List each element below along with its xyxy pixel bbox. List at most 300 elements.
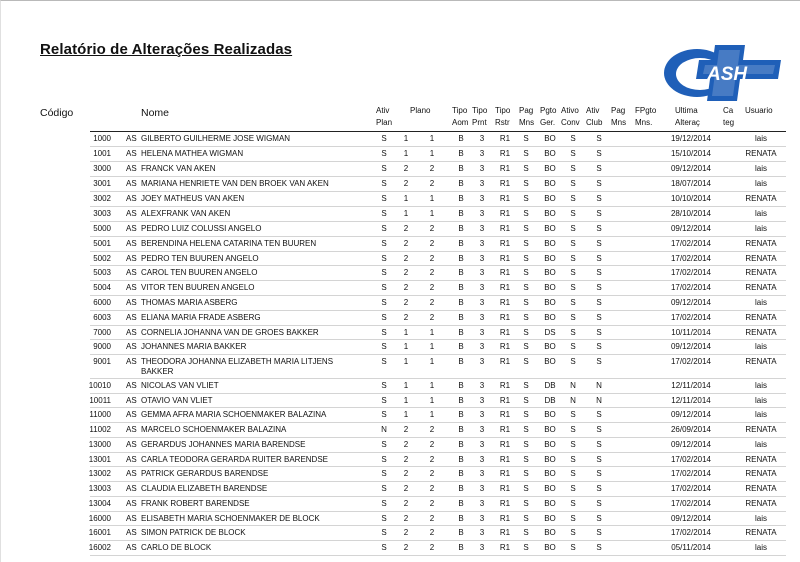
codigo-cell: 3003 bbox=[93, 209, 111, 218]
row-divider bbox=[90, 511, 786, 512]
pag-mns-cell: S bbox=[523, 268, 529, 277]
tipo-aom-cell: B bbox=[458, 357, 464, 366]
codigo-cell: 5000 bbox=[93, 224, 111, 233]
tipo-aom-cell: B bbox=[458, 410, 464, 419]
nome-cell: JOHANNES MARIA BAKKER bbox=[141, 342, 247, 351]
usuario-cell: lais bbox=[754, 164, 767, 173]
usuario-cell: lais bbox=[754, 179, 767, 188]
tipo-aom-cell: B bbox=[458, 268, 464, 277]
ultima-alteracao-cell: 09/12/2014 bbox=[670, 342, 712, 351]
row-divider bbox=[90, 191, 786, 192]
pag-mns-cell: S bbox=[523, 469, 529, 478]
ativ-plan-cell: S bbox=[381, 283, 387, 292]
plano-cell: 1 bbox=[429, 396, 435, 405]
ativo-conv-cell: S bbox=[570, 239, 576, 248]
plano-cell: 1 bbox=[429, 357, 435, 366]
row-divider bbox=[90, 221, 786, 222]
tipo-aom-cell: B bbox=[458, 298, 464, 307]
ash-logo bbox=[663, 43, 783, 103]
row-divider bbox=[90, 393, 786, 394]
as-cell: AS bbox=[126, 149, 137, 158]
ativ-plan-cell: S bbox=[381, 298, 387, 307]
usuario-cell: RENATA bbox=[745, 149, 777, 158]
pag-mns-cell: S bbox=[523, 342, 529, 351]
pgto-ger-cell: DB bbox=[544, 381, 556, 390]
as-cell: AS bbox=[126, 440, 137, 449]
tipo-prnt-cell: 3 bbox=[479, 239, 485, 248]
as-cell: AS bbox=[126, 194, 137, 203]
as-cell: AS bbox=[126, 313, 137, 322]
row-divider bbox=[90, 161, 786, 162]
pag-mns-cell: S bbox=[523, 440, 529, 449]
nome-cell: GILBERTO GUILHERME JOSE WIGMAN bbox=[141, 134, 291, 143]
ativo-conv-cell: S bbox=[570, 484, 576, 493]
as-cell: AS bbox=[126, 543, 137, 552]
codigo-cell: 16000 bbox=[88, 514, 111, 523]
pgto-ger-cell: BO bbox=[544, 528, 556, 537]
codigo-cell: 11002 bbox=[89, 425, 111, 434]
tipo-rstr-cell: R1 bbox=[499, 239, 511, 248]
plano-cell: 1 bbox=[403, 396, 409, 405]
tipo-aom-cell: B bbox=[458, 209, 464, 218]
row-divider bbox=[90, 540, 786, 541]
codigo-cell: 3002 bbox=[93, 194, 111, 203]
ativ-plan-cell: S bbox=[381, 134, 387, 143]
plano-cell: 2 bbox=[403, 499, 409, 508]
header-ativ-plan: Ativ Plan bbox=[376, 106, 393, 127]
ativo-conv-cell: S bbox=[570, 543, 576, 552]
pgto-ger-cell: BO bbox=[544, 298, 556, 307]
ativ-plan-cell: S bbox=[381, 328, 387, 337]
tipo-rstr-cell: R1 bbox=[499, 179, 511, 188]
as-cell: AS bbox=[126, 396, 137, 405]
tipo-prnt-cell: 3 bbox=[479, 164, 485, 173]
nome-cell: PEDRO TEN BUUREN ANGELO bbox=[141, 254, 259, 263]
ativ-club-cell: N bbox=[596, 396, 602, 405]
tipo-aom-cell: B bbox=[458, 528, 464, 537]
ultima-alteracao-cell: 09/12/2014 bbox=[670, 164, 712, 173]
tipo-rstr-cell: R1 bbox=[499, 425, 511, 434]
ativ-plan-cell: S bbox=[381, 149, 387, 158]
ultima-alteracao-cell: 17/02/2014 bbox=[670, 313, 712, 322]
ultima-alteracao-cell: 18/07/2014 bbox=[670, 179, 712, 188]
tipo-rstr-cell: R1 bbox=[499, 514, 511, 523]
codigo-cell: 13003 bbox=[88, 484, 111, 493]
tipo-rstr-cell: R1 bbox=[499, 283, 511, 292]
pgto-ger-cell: BO bbox=[544, 440, 556, 449]
pgto-ger-cell: BO bbox=[544, 313, 556, 322]
ativo-conv-cell: S bbox=[570, 254, 576, 263]
usuario-cell: RENATA bbox=[745, 328, 777, 337]
ativ-club-cell: S bbox=[596, 455, 602, 464]
pgto-ger-cell: BO bbox=[544, 149, 556, 158]
ativ-club-cell: S bbox=[596, 499, 602, 508]
plano-cell: 2 bbox=[429, 298, 435, 307]
tipo-rstr-cell: R1 bbox=[499, 313, 511, 322]
nome-cell: CLAUDIA ELIZABETH BARENDSE bbox=[141, 484, 268, 493]
tipo-prnt-cell: 3 bbox=[479, 268, 485, 277]
usuario-cell: RENATA bbox=[745, 499, 777, 508]
as-cell: AS bbox=[126, 514, 137, 523]
ultima-alteracao-cell: 12/11/2014 bbox=[671, 381, 711, 390]
ativo-conv-cell: N bbox=[570, 381, 576, 390]
row-divider bbox=[90, 176, 786, 177]
tipo-aom-cell: B bbox=[458, 194, 464, 203]
as-cell: AS bbox=[126, 328, 137, 337]
plano-cell: 2 bbox=[403, 528, 409, 537]
tipo-prnt-cell: 3 bbox=[479, 514, 485, 523]
row-divider bbox=[90, 481, 786, 482]
ativ-club-cell: S bbox=[596, 134, 602, 143]
tipo-prnt-cell: 3 bbox=[479, 410, 485, 419]
plano-cell: 2 bbox=[403, 543, 409, 552]
row-divider bbox=[90, 251, 786, 252]
row-divider bbox=[90, 295, 786, 296]
tipo-prnt-cell: 3 bbox=[479, 484, 485, 493]
nome-cell: MARIANA HENRIETE VAN DEN BROEK VAN AKEN bbox=[141, 179, 329, 188]
plano-cell: 1 bbox=[429, 149, 435, 158]
row-divider bbox=[90, 236, 786, 237]
ativo-conv-cell: S bbox=[570, 342, 576, 351]
ativ-club-cell: S bbox=[596, 149, 602, 158]
as-cell: AS bbox=[126, 179, 137, 188]
pgto-ger-cell: BO bbox=[544, 357, 556, 366]
tipo-aom-cell: B bbox=[458, 342, 464, 351]
plano-cell: 1 bbox=[429, 342, 435, 351]
tipo-prnt-cell: 3 bbox=[479, 455, 485, 464]
tipo-rstr-cell: R1 bbox=[499, 268, 511, 277]
codigo-cell: 13000 bbox=[88, 440, 111, 449]
usuario-cell: RENATA bbox=[745, 469, 777, 478]
ativ-plan-cell: S bbox=[381, 254, 387, 263]
row-divider bbox=[90, 310, 786, 311]
as-cell: AS bbox=[126, 381, 137, 390]
pag-mns-cell: S bbox=[523, 357, 529, 366]
ultima-alteracao-cell: 09/12/2014 bbox=[670, 224, 712, 233]
usuario-cell: lais bbox=[754, 381, 767, 390]
ativ-plan-cell: S bbox=[381, 179, 387, 188]
pgto-ger-cell: BO bbox=[544, 484, 556, 493]
tipo-rstr-cell: R1 bbox=[499, 328, 511, 337]
plano-cell: 2 bbox=[429, 239, 435, 248]
ultima-alteracao-cell: 17/02/2014 bbox=[670, 484, 712, 493]
ativo-conv-cell: S bbox=[570, 425, 576, 434]
plano-cell: 2 bbox=[429, 484, 435, 493]
nome-cell: CAROL TEN BUUREN ANGELO bbox=[141, 268, 258, 277]
ativ-plan-cell: S bbox=[381, 499, 387, 508]
pgto-ger-cell: BO bbox=[544, 283, 556, 292]
pag-mns-cell: S bbox=[523, 425, 529, 434]
plano-cell: 2 bbox=[429, 440, 435, 449]
pag-mns-cell: S bbox=[523, 328, 529, 337]
nome-cell: THEODORA JOHANNA ELIZABETH MARIA LITJENS BAKKER bbox=[141, 357, 334, 376]
pgto-ger-cell: DB bbox=[544, 396, 556, 405]
plano-cell: 2 bbox=[403, 239, 409, 248]
plano-cell: 2 bbox=[429, 164, 435, 173]
plano-cell: 1 bbox=[429, 134, 435, 143]
header-tipo-prnt: Tipo Prnt bbox=[472, 106, 488, 127]
tipo-aom-cell: B bbox=[458, 328, 464, 337]
codigo-cell: 3001 bbox=[93, 179, 111, 188]
ativ-plan-cell: S bbox=[381, 268, 387, 277]
ativ-plan-cell: S bbox=[381, 410, 387, 419]
header-ativ-club: Ativ Club bbox=[586, 106, 603, 127]
tipo-rstr-cell: R1 bbox=[499, 134, 511, 143]
plano-cell: 1 bbox=[403, 381, 409, 390]
pag-mns-cell: S bbox=[523, 254, 529, 263]
ativ-plan-cell: S bbox=[381, 381, 387, 390]
nome-cell: THOMAS MARIA ASBERG bbox=[141, 298, 238, 307]
ativ-plan-cell: S bbox=[381, 528, 387, 537]
row-divider bbox=[90, 466, 786, 467]
plano-cell: 2 bbox=[429, 543, 435, 552]
ultima-alteracao-cell: 17/02/2014 bbox=[670, 499, 712, 508]
ativ-club-cell: S bbox=[596, 268, 602, 277]
codigo-cell: 5003 bbox=[93, 268, 111, 277]
tipo-prnt-cell: 3 bbox=[479, 134, 485, 143]
usuario-cell: RENATA bbox=[745, 239, 777, 248]
pgto-ger-cell: BO bbox=[544, 179, 556, 188]
ativo-conv-cell: S bbox=[570, 499, 576, 508]
as-cell: AS bbox=[126, 298, 137, 307]
as-cell: AS bbox=[126, 283, 137, 292]
plano-cell: 2 bbox=[429, 514, 435, 523]
usuario-cell: lais bbox=[754, 134, 767, 143]
nome-cell: PATRICK GERARDUS BARENDSE bbox=[141, 469, 269, 478]
tipo-prnt-cell: 3 bbox=[479, 440, 485, 449]
pag-mns-cell: S bbox=[523, 381, 529, 390]
plano-cell: 2 bbox=[429, 254, 435, 263]
header-fpgto-mns: FPgto Mns. bbox=[635, 106, 657, 127]
header-usuario: Usuario bbox=[745, 106, 773, 115]
as-cell: AS bbox=[126, 357, 137, 366]
codigo-cell: 3000 bbox=[93, 164, 111, 173]
plano-cell: 1 bbox=[403, 328, 409, 337]
ativ-club-cell: S bbox=[596, 528, 602, 537]
row-divider bbox=[90, 339, 786, 340]
tipo-prnt-cell: 3 bbox=[479, 224, 485, 233]
pgto-ger-cell: BO bbox=[544, 455, 556, 464]
codigo-cell: 10011 bbox=[89, 396, 111, 405]
ativo-conv-cell: S bbox=[570, 410, 576, 419]
tipo-aom-cell: B bbox=[458, 149, 464, 158]
header-ultima-alteracao: Ultima Alteraç bbox=[675, 106, 700, 127]
header-pgto-ger: Pgto Ger. bbox=[540, 106, 557, 127]
ativ-club-cell: S bbox=[596, 209, 602, 218]
header-pag-mns-2: Pag Mns bbox=[611, 106, 627, 127]
row-divider bbox=[90, 407, 786, 408]
codigo-cell: 6000 bbox=[93, 298, 111, 307]
ultima-alteracao-cell: 09/12/2014 bbox=[670, 514, 712, 523]
header-rule bbox=[90, 131, 786, 132]
plano-cell: 2 bbox=[403, 440, 409, 449]
tipo-prnt-cell: 3 bbox=[479, 528, 485, 537]
codigo-cell: 13002 bbox=[88, 469, 111, 478]
tipo-aom-cell: B bbox=[458, 179, 464, 188]
tipo-prnt-cell: 3 bbox=[479, 149, 485, 158]
plano-cell: 2 bbox=[429, 179, 435, 188]
row-divider bbox=[90, 452, 786, 453]
pag-mns-cell: S bbox=[523, 499, 529, 508]
tipo-aom-cell: B bbox=[458, 425, 464, 434]
tipo-rstr-cell: R1 bbox=[499, 440, 511, 449]
as-cell: AS bbox=[126, 268, 137, 277]
codigo-cell: 10010 bbox=[88, 381, 111, 390]
tipo-aom-cell: B bbox=[458, 396, 464, 405]
tipo-aom-cell: B bbox=[458, 543, 464, 552]
pgto-ger-cell: BO bbox=[544, 194, 556, 203]
usuario-cell: lais bbox=[754, 410, 767, 419]
codigo-cell: 5001 bbox=[93, 239, 111, 248]
ativo-conv-cell: S bbox=[570, 313, 576, 322]
tipo-prnt-cell: 3 bbox=[479, 298, 485, 307]
ativ-club-cell: S bbox=[596, 514, 602, 523]
nome-cell: OTAVIO VAN VLIET bbox=[141, 396, 213, 405]
ativo-conv-cell: S bbox=[570, 164, 576, 173]
nome-cell: CORNELIA JOHANNA VAN DE GROES BAKKER bbox=[141, 328, 319, 337]
codigo-cell: 16002 bbox=[88, 543, 111, 552]
ativ-club-cell: S bbox=[596, 298, 602, 307]
tipo-rstr-cell: R1 bbox=[499, 381, 511, 390]
as-cell: AS bbox=[126, 134, 137, 143]
ativ-club-cell: S bbox=[596, 342, 602, 351]
pgto-ger-cell: BO bbox=[544, 239, 556, 248]
ativ-plan-cell: S bbox=[381, 239, 387, 248]
plano-cell: 1 bbox=[403, 149, 409, 158]
as-cell: AS bbox=[126, 239, 137, 248]
tipo-prnt-cell: 3 bbox=[479, 313, 485, 322]
plano-cell: 2 bbox=[429, 425, 435, 434]
ativ-club-cell: S bbox=[596, 164, 602, 173]
header-tipo-rstr: Tipo Rstr bbox=[495, 106, 511, 127]
ativ-plan-cell: S bbox=[381, 514, 387, 523]
ultima-alteracao-cell: 17/02/2014 bbox=[670, 268, 712, 277]
pag-mns-cell: S bbox=[523, 455, 529, 464]
ativo-conv-cell: S bbox=[570, 328, 576, 337]
pag-mns-cell: S bbox=[523, 209, 529, 218]
ativ-club-cell: S bbox=[596, 440, 602, 449]
ativ-plan-cell: S bbox=[381, 469, 387, 478]
ativ-club-cell: S bbox=[596, 313, 602, 322]
tipo-rstr-cell: R1 bbox=[499, 484, 511, 493]
tipo-rstr-cell: R1 bbox=[499, 499, 511, 508]
ativo-conv-cell: S bbox=[570, 149, 576, 158]
plano-cell: 2 bbox=[403, 455, 409, 464]
ativ-club-cell: S bbox=[596, 543, 602, 552]
header-categ: Ca teg bbox=[723, 106, 735, 127]
nome-cell: GERARDUS JOHANNES MARIA BARENDSE bbox=[141, 440, 306, 449]
plano-cell: 1 bbox=[403, 134, 409, 143]
codigo-cell: 7000 bbox=[93, 328, 111, 337]
as-cell: AS bbox=[126, 254, 137, 263]
ultima-alteracao-cell: 10/10/2014 bbox=[670, 194, 712, 203]
usuario-cell: RENATA bbox=[745, 455, 777, 464]
codigo-cell: 5004 bbox=[93, 283, 111, 292]
tipo-rstr-cell: R1 bbox=[499, 164, 511, 173]
ultima-alteracao-cell: 26/09/2014 bbox=[670, 425, 712, 434]
nome-cell: FRANK ROBERT BARENDSE bbox=[141, 499, 250, 508]
row-divider bbox=[90, 354, 786, 355]
header-codigo: Código bbox=[40, 107, 74, 119]
plano-cell: 2 bbox=[429, 313, 435, 322]
ativ-club-cell: S bbox=[596, 357, 602, 366]
plano-cell: 2 bbox=[403, 254, 409, 263]
pgto-ger-cell: BO bbox=[544, 425, 556, 434]
ultima-alteracao-cell: 15/10/2014 bbox=[670, 149, 712, 158]
nome-cell: ELISABETH MARIA SCHOENMAKER DE BLOCK bbox=[141, 514, 320, 523]
tipo-prnt-cell: 3 bbox=[479, 499, 485, 508]
ativo-conv-cell: S bbox=[570, 528, 576, 537]
row-divider bbox=[90, 555, 786, 556]
ativo-conv-cell: S bbox=[570, 283, 576, 292]
nome-cell: VITOR TEN BUUREN ANGELO bbox=[141, 283, 255, 292]
codigo-cell: 16001 bbox=[88, 528, 111, 537]
nome-cell: GEMMA AFRA MARIA SCHOENMAKER BALAZINA bbox=[141, 410, 327, 419]
tipo-rstr-cell: R1 bbox=[499, 396, 511, 405]
usuario-cell: RENATA bbox=[745, 254, 777, 263]
ativo-conv-cell: S bbox=[570, 514, 576, 523]
tipo-rstr-cell: R1 bbox=[499, 209, 511, 218]
codigo-cell: 5002 bbox=[93, 254, 111, 263]
ativ-plan-cell: S bbox=[381, 342, 387, 351]
row-divider bbox=[90, 378, 786, 379]
as-cell: AS bbox=[126, 209, 137, 218]
plano-cell: 2 bbox=[403, 313, 409, 322]
ativo-conv-cell: S bbox=[570, 298, 576, 307]
pgto-ger-cell: BO bbox=[544, 209, 556, 218]
ativo-conv-cell: S bbox=[570, 357, 576, 366]
as-cell: AS bbox=[126, 528, 137, 537]
header-ativo-conv: Ativo Conv bbox=[561, 106, 580, 127]
ativ-club-cell: N bbox=[596, 381, 602, 390]
pgto-ger-cell: BO bbox=[544, 543, 556, 552]
ativ-club-cell: S bbox=[596, 254, 602, 263]
pag-mns-cell: S bbox=[523, 164, 529, 173]
ativ-club-cell: S bbox=[596, 484, 602, 493]
ativo-conv-cell: S bbox=[570, 440, 576, 449]
ativ-plan-cell: S bbox=[381, 164, 387, 173]
ultima-alteracao-cell: 28/10/2014 bbox=[670, 209, 712, 218]
tipo-aom-cell: B bbox=[458, 484, 464, 493]
ativ-plan-cell: S bbox=[381, 543, 387, 552]
tipo-rstr-cell: R1 bbox=[499, 224, 511, 233]
tipo-rstr-cell: R1 bbox=[499, 469, 511, 478]
as-cell: AS bbox=[126, 342, 137, 351]
pag-mns-cell: S bbox=[523, 224, 529, 233]
ultima-alteracao-cell: 17/02/2014 bbox=[670, 239, 712, 248]
tipo-aom-cell: B bbox=[458, 514, 464, 523]
row-divider bbox=[90, 496, 786, 497]
ativ-club-cell: S bbox=[596, 239, 602, 248]
row-divider bbox=[90, 325, 786, 326]
tipo-rstr-cell: R1 bbox=[499, 528, 511, 537]
as-cell: AS bbox=[126, 469, 137, 478]
usuario-cell: lais bbox=[754, 396, 767, 405]
nome-cell: JOEY MATHEUS VAN AKEN bbox=[141, 194, 245, 203]
pgto-ger-cell: BO bbox=[544, 134, 556, 143]
usuario-cell: RENATA bbox=[745, 484, 777, 493]
nome-cell: NICOLAS VAN VLIET bbox=[141, 381, 219, 390]
pag-mns-cell: S bbox=[523, 298, 529, 307]
ativ-club-cell: S bbox=[596, 194, 602, 203]
pgto-ger-cell: BO bbox=[544, 514, 556, 523]
plano-cell: 2 bbox=[403, 224, 409, 233]
plano-cell: 2 bbox=[429, 528, 435, 537]
nome-cell: CARLA TEODORA GERARDA RUITER BARENDSE bbox=[141, 455, 329, 464]
pgto-ger-cell: BO bbox=[544, 410, 556, 419]
plano-cell: 1 bbox=[403, 194, 409, 203]
usuario-cell: RENATA bbox=[745, 283, 777, 292]
